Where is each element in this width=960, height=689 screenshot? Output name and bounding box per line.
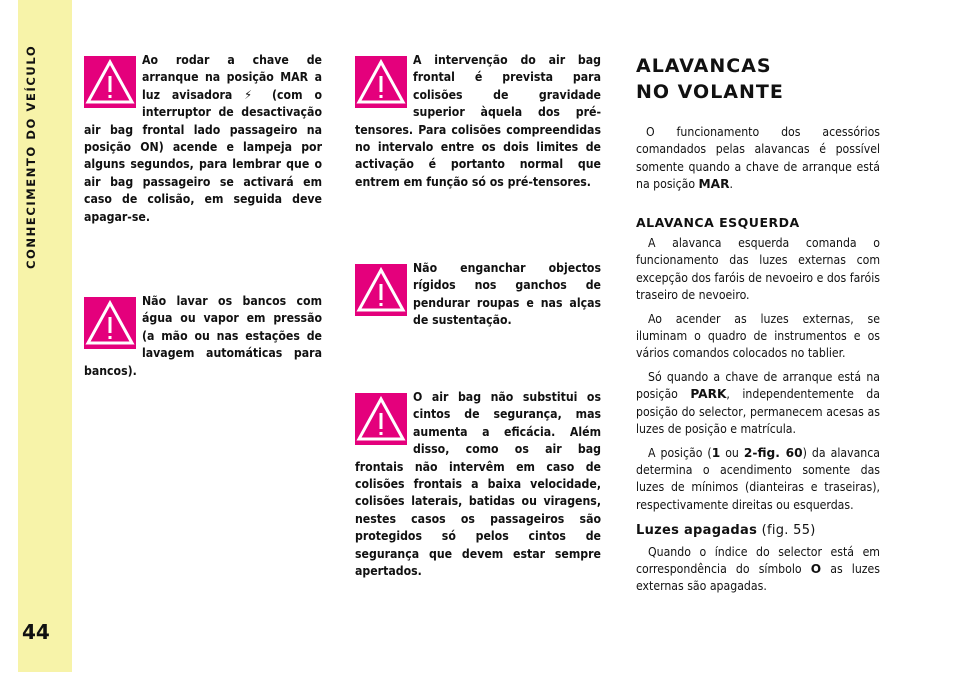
warning-block (84, 52, 322, 226)
p4-bold-1: 1 (711, 445, 721, 460)
intro-text: O funcionamento dos acessórios comandados pelas alavancas é possível somente quando a chave de arranque está na posição (636, 125, 880, 192)
warning-block (355, 52, 601, 191)
warning-block (355, 260, 601, 330)
p3-bold: PARK (690, 387, 727, 402)
section-title-line1: ALAVANCAS (636, 55, 772, 77)
section-title-line2: NO VOLANTE (636, 81, 784, 103)
warning-triangle-icon (355, 264, 407, 316)
intro-end: . (729, 177, 733, 192)
paragraph: Ao acender as luzes externas, se iluminam o quadro de instrumentos e os vários comandos colocados no tablier. (636, 311, 880, 361)
section-title (636, 53, 784, 105)
warning-text: A intervenção do air bag frontal é prevista para colisões de gravidade superior àquela dos pré-tensores. Para colisões compreendidas no intervalo entre os dois limites de activação é portanto normal que entrem em função só os pré-tensores. (355, 53, 601, 189)
p5-bold: O (810, 561, 822, 576)
page-number: 44 (22, 620, 50, 644)
p4-bold-2: 2-fig. 60 (743, 445, 803, 460)
subheading-2 (636, 522, 880, 539)
p4-end: ) da alavanca determina o acendimento somente das luzes de mínimos (dianteiras e traseiras), respectivamente direitas ou esquerdas. (636, 445, 881, 512)
p3-end: , independentemente da posição do selector, permanecem acesas as luzes de posição e matrícula. (636, 387, 880, 437)
warning-block (84, 293, 322, 380)
warning-triangle-icon (84, 297, 136, 349)
paragraph (636, 369, 880, 439)
intro-bold: MAR (698, 177, 730, 192)
warning-block (355, 389, 601, 580)
p4-mid: ou (720, 445, 744, 460)
subhead2-rest: (fig. 55) (757, 523, 816, 539)
paragraph (636, 544, 880, 596)
warning-text: Não lavar os bancos com água ou vapor em pressão (a mão ou nas estações de lavagem automáticas para bancos). (84, 294, 322, 378)
subheading: ALAVANCA ESQUERDA (636, 214, 800, 230)
warning-text: Não enganchar objectos rígidos nos ganchos de pendurar roupas e nas alças de sustentação. (413, 261, 601, 328)
warning-triangle-icon (355, 56, 407, 108)
warning-triangle-icon (84, 56, 136, 108)
paragraph (636, 445, 880, 515)
paragraph: A alavanca esquerda comanda o funcionamento das luzes externas com excepção dos faróis de nevoeiro e dos faróis traseiro de nevoeiro. (636, 236, 880, 303)
warning-triangle-icon (355, 393, 407, 445)
p5-end: as luzes externas são apagadas. (636, 561, 880, 594)
p5-text: Quando o índice do selector está em correspondência do símbolo (636, 544, 880, 576)
chapter-title: CONHECIMENTO DO VEÍCULO (24, 45, 38, 270)
p4-text: A posição ( (648, 445, 712, 460)
warning-text: Ao rodar a chave de arranque na posição MAR a luz avisadora ⚡ (com o interruptor de desactivação air bag frontal lado passageiro na posição ON) acende e lampeja por alguns segundos, para lembrar que o air bag passageiro se activará em caso de colisão, em seguida deve apagar-se. (84, 53, 322, 224)
warning-text: O air bag não substitui os cintos de segurança, mas aumenta a eficácia. Além disso, como os air bag frontais não intervêm em caso de colisões frontais a baixa velocidade, colisões laterais, batidas ou viragens, nestes casos os passageiros são protegidos só pelos cintos de segurança que devem estar sempre apertados. (355, 390, 601, 579)
p3-text: Só quando a chave de arranque está na posição (636, 369, 880, 402)
intro-paragraph (636, 124, 880, 194)
section-body (636, 124, 880, 602)
subhead2-bold: Luzes apagadas (636, 523, 758, 539)
